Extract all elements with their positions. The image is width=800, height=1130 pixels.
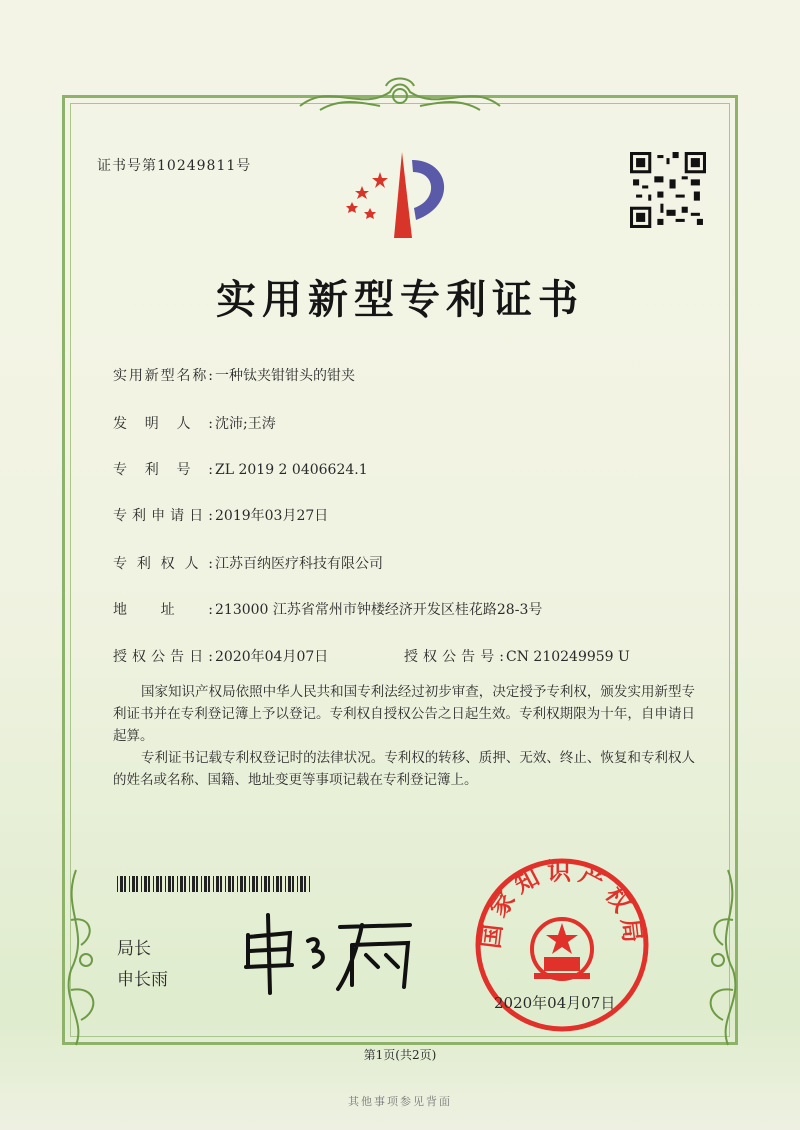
barcode-bar bbox=[189, 876, 190, 892]
director-name: 申长雨 bbox=[117, 970, 168, 990]
field-filing-date-label: 专利申请日: bbox=[113, 508, 213, 524]
barcode-bar bbox=[136, 876, 138, 892]
bottom-right-ornament-icon bbox=[668, 860, 748, 1050]
field-address-value: 213000 江苏省常州市钟楼经济开发区桂花路28-3号 bbox=[215, 602, 543, 618]
barcode-bar bbox=[228, 876, 231, 892]
barcode-bar bbox=[256, 876, 258, 892]
barcode-bar bbox=[292, 876, 294, 892]
barcode-bar bbox=[244, 876, 246, 892]
barcode-bar bbox=[192, 876, 195, 892]
page-number: 第1页(共2页) bbox=[363, 1048, 437, 1062]
certificate-title: 实用新型专利证书 bbox=[216, 277, 584, 323]
barcode-bar bbox=[160, 876, 162, 892]
barcode-bar bbox=[252, 876, 255, 892]
barcode-bar bbox=[153, 876, 154, 892]
field-name bbox=[113, 365, 355, 385]
barcode-bar bbox=[196, 876, 198, 892]
field-name-value: 一种钛夹钳钳头的钳夹 bbox=[215, 368, 355, 384]
field-patentee-value: 江苏百纳医疗科技有限公司 bbox=[215, 556, 383, 572]
barcode-bar bbox=[148, 876, 150, 892]
barcode-bar bbox=[216, 876, 219, 892]
field-inventor bbox=[113, 413, 276, 433]
cnipa-logo-icon bbox=[340, 150, 460, 240]
barcode-bar bbox=[208, 876, 210, 892]
barcode-bar bbox=[304, 876, 306, 892]
barcode-bar bbox=[300, 876, 303, 892]
back-note: 其他事项参见背面 bbox=[348, 1095, 452, 1108]
legal-paragraph-1: 国家知识产权局依照中华人民共和国专利法经过初步审查，决定授予专利权，颁发实用新型专利证书并在专利登记簿上予以登记。专利权自授权公告之日起生效。专利权期限为十年，自申请日起算。 bbox=[113, 684, 695, 744]
barcode-bar bbox=[273, 876, 274, 892]
field-patentee-label: 专利权人: bbox=[113, 556, 213, 572]
barcode-bar bbox=[285, 876, 286, 892]
legal-paragraph-2: 专利证书记载专利权登记时的法律状况。专利权的转移、质押、无效、终止、恢复和专利权人的姓名或名称、国籍、地址变更等事项记载在专利登记簿上。 bbox=[113, 750, 695, 788]
barcode-bar bbox=[120, 876, 123, 892]
field-inventor-label: 发明人: bbox=[113, 416, 213, 432]
barcode-bar bbox=[124, 876, 126, 892]
field-address-label: 地址: bbox=[113, 602, 213, 618]
top-ornament-icon bbox=[290, 72, 510, 116]
barcode-bar bbox=[249, 876, 250, 892]
barcode-bar bbox=[132, 876, 135, 892]
director-title: 局长 bbox=[117, 939, 151, 959]
barcode-bar bbox=[213, 876, 214, 892]
barcode-bar bbox=[201, 876, 202, 892]
barcode-bar bbox=[309, 876, 310, 892]
field-filing-date bbox=[113, 505, 328, 525]
barcode-bar bbox=[268, 876, 270, 892]
field-grant-date bbox=[113, 646, 328, 666]
barcode-bar bbox=[276, 876, 279, 892]
qr-code-icon bbox=[630, 152, 706, 228]
barcode-bar bbox=[180, 876, 183, 892]
field-address bbox=[113, 599, 542, 619]
barcode-bar bbox=[232, 876, 234, 892]
barcode-bar bbox=[165, 876, 166, 892]
barcode-bar bbox=[129, 876, 130, 892]
barcode-bar bbox=[144, 876, 147, 892]
barcode-bar bbox=[264, 876, 267, 892]
field-patent-no bbox=[113, 459, 368, 479]
barcode-bar bbox=[177, 876, 178, 892]
barcode-bar bbox=[156, 876, 159, 892]
field-grant-date-value: 2020年04月07日 bbox=[215, 649, 329, 665]
field-filing-date-value: 2019年03月27日 bbox=[215, 508, 329, 524]
barcode-bar bbox=[237, 876, 238, 892]
barcode-bar bbox=[240, 876, 243, 892]
field-grant-date-label: 授权公告日: bbox=[113, 649, 213, 665]
barcode-bar bbox=[172, 876, 174, 892]
barcode-bar bbox=[261, 876, 262, 892]
field-name-label: 实用新型名称: bbox=[113, 368, 213, 384]
certificate-number: 证书号第10249811号 bbox=[97, 158, 252, 174]
barcode-bar bbox=[225, 876, 226, 892]
barcode-bar bbox=[204, 876, 207, 892]
barcode-bar bbox=[288, 876, 291, 892]
svg-text:国家知识产权局: 国家知识产权局 bbox=[476, 857, 648, 950]
barcode-bar bbox=[280, 876, 282, 892]
barcode-bar bbox=[117, 876, 118, 892]
field-grant-no bbox=[404, 646, 630, 666]
director-signature-icon bbox=[240, 905, 430, 995]
field-patent-no-value: ZL 2019 2 0406624.1 bbox=[215, 462, 368, 478]
seal-date: 2020年04月07日 bbox=[494, 994, 616, 1012]
barcode-bar bbox=[220, 876, 222, 892]
field-patent-no-label: 专利号: bbox=[113, 462, 213, 478]
field-patentee bbox=[113, 553, 383, 573]
field-inventor-value: 沈沛;王涛 bbox=[215, 416, 276, 432]
barcode-bar bbox=[297, 876, 298, 892]
barcode-bar bbox=[184, 876, 186, 892]
barcode-bar bbox=[168, 876, 171, 892]
barcode-icon bbox=[117, 876, 313, 892]
field-grant-no-value: CN 210249959 U bbox=[506, 649, 630, 665]
field-grant-no-label: 授权公告号: bbox=[404, 649, 504, 665]
barcode-bar bbox=[141, 876, 142, 892]
